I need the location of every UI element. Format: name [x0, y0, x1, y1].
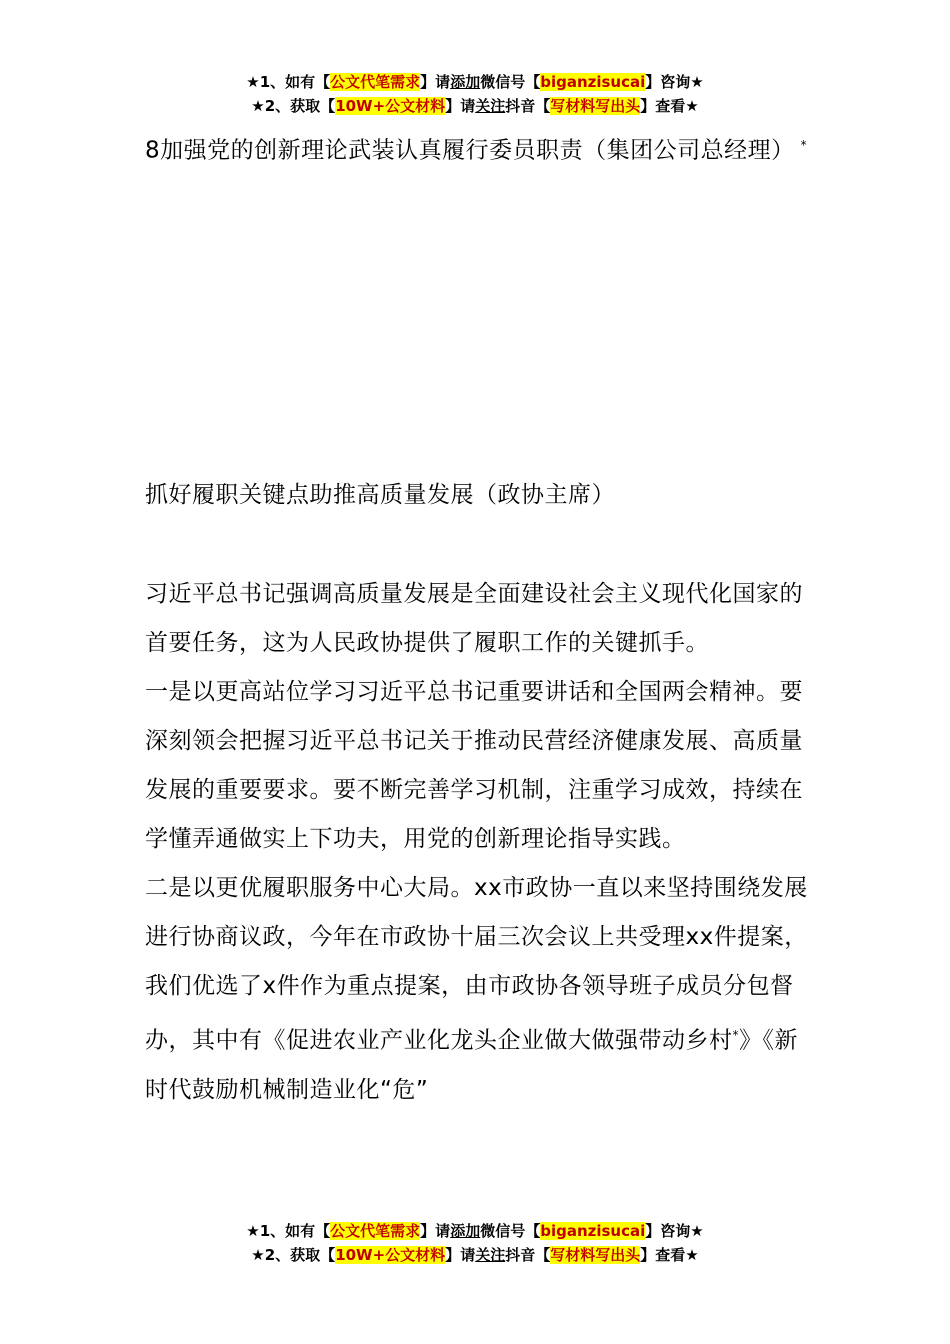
banner-line-1: ★1、如有【公文代笔需求】请添加微信号【biganzisucai】咨询★ — [246, 1222, 704, 1240]
highlight-douyin: 写材料写出头 — [550, 97, 641, 115]
highlight-wechat-id: biganzisucai — [540, 73, 646, 91]
header-banner — [0, 70, 950, 118]
banner-line-2: ★2、获取【10W+公文材料】请关注抖音【写材料写出头】查看★ — [251, 97, 699, 115]
highlight-wechat-id: biganzisucai — [540, 1222, 646, 1240]
highlight-ghostwriting: 公文代笔需求 — [330, 73, 421, 91]
asterisk-mark: * — [800, 138, 808, 152]
document-title-1: 8加强党的创新理论武装认真履行委员职责（集团公司总经理） * — [145, 137, 808, 164]
highlight-materials: 10W+公文材料 — [335, 97, 446, 115]
banner-line-1: ★1、如有【公文代笔需求】请添加微信号【biganzisucai】咨询★ — [246, 73, 704, 91]
footer-banner — [0, 1219, 950, 1267]
document-title-2: 抓好履职关键点助推高质量发展（政协主席） — [145, 482, 615, 508]
highlight-materials: 10W+公文材料 — [335, 1246, 446, 1264]
banner-line-2: ★2、获取【10W+公文材料】请关注抖音【写材料写出头】查看★ — [251, 1246, 699, 1264]
document-body — [145, 570, 810, 1115]
paragraph-intro: 习近平总书记强调高质量发展是全面建设社会主义现代化国家的首要任务，这为人民政协提供了履职工作的关键抓手。 — [145, 581, 803, 656]
paragraph-point-one: 一是以更高站位学习习近平总书记重要讲话和全国两会精神。要深刻领会把握习近平总书记关于推动民营经济健康发展、高质量发展的重要要求。要不断完善学习机制，注重学习成效，持续在学懂弄通做实上下功夫，用党的创新理论指导实践。 — [145, 679, 803, 852]
highlight-ghostwriting: 公文代笔需求 — [330, 1222, 421, 1240]
paragraph-point-two: 二是以更优履职服务中心大局。xx市政协一直以来坚持围绕发展进行协商议政，今年在市政协十届三次会议上共受理xx件提案，我们优选了x件作为重点提案，由市政协各领导班子成员分包督办，其中有《促进农业产业化龙头企业做大做强带动乡村*》《新时代鼓励机械制造业化“危” — [145, 875, 808, 1103]
highlight-douyin: 写材料写出头 — [550, 1246, 641, 1264]
asterisk-mark: * — [732, 1028, 739, 1042]
